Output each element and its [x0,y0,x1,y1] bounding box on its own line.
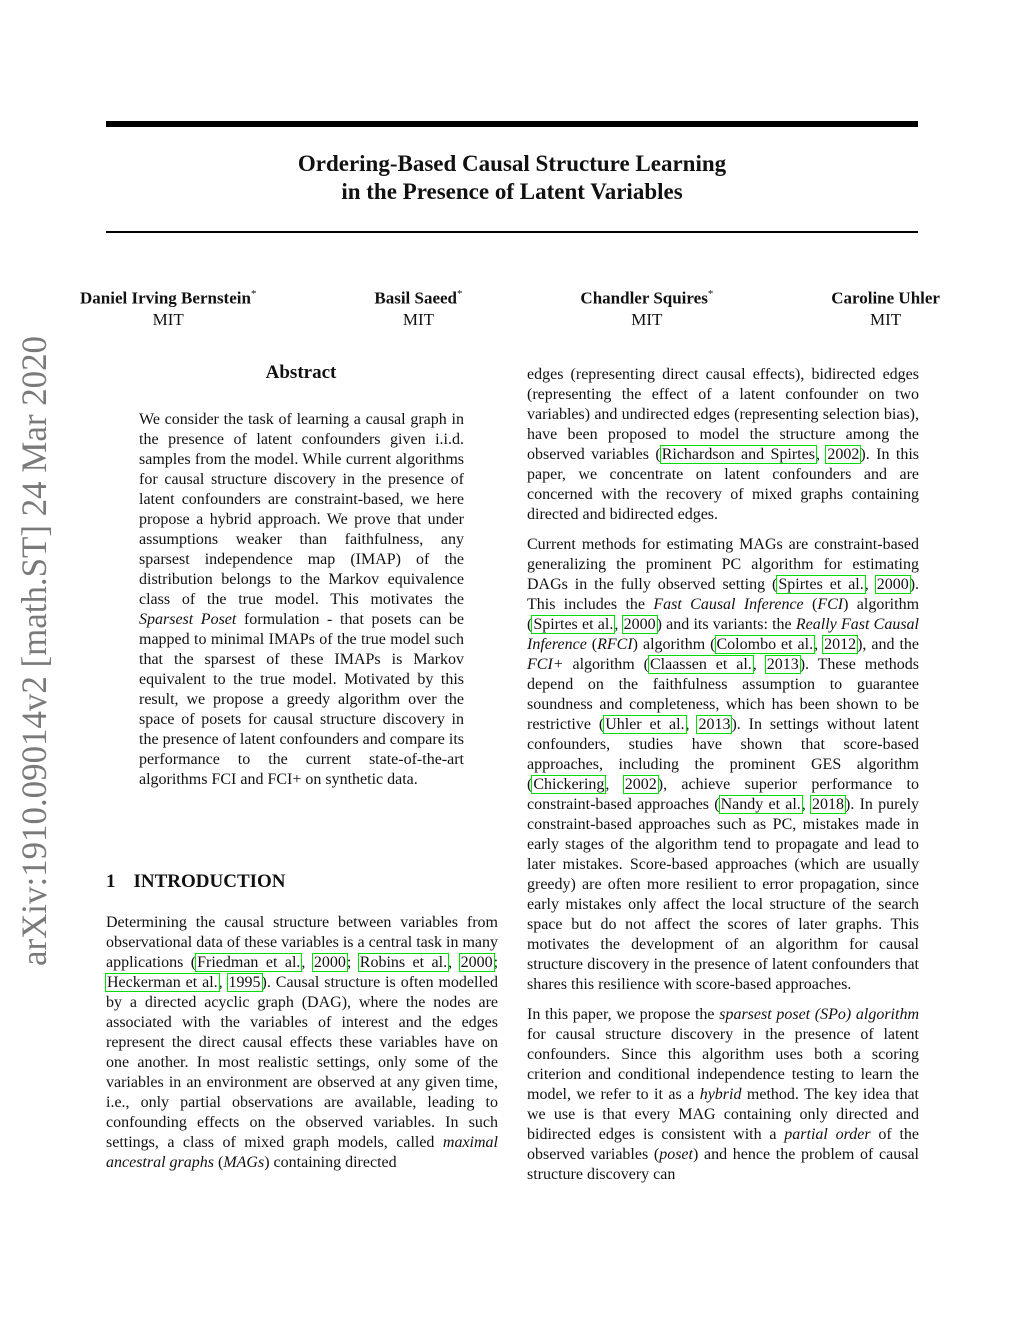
body-text: of the observed variables ( [527,1126,920,1163]
body-emphasis: Really Fast Causal Inference [527,616,920,653]
citation-year: 2000 [313,954,346,971]
paragraph-spo-algorithm [527,1005,919,1185]
abstract-text: formulation - that posets can be mapped to minimal IMAPs of the true model such that the sparsest of these IMAPs is Markov equivalent to the true model. Motivated by this result, we propose a greedy algorithm over the space of posets for causal structure discovery in the presence of latent confounders and compare its performance to the current state-of-the-art algorithms FCI and FCI+ on synthetic data. [139,611,464,788]
citation-link[interactable] [196,954,301,971]
body-text: ), achieve superior performance to constraint-based approaches ( [527,776,920,813]
abstract-heading: Abstract [265,362,337,383]
body-emphasis: hybrid [699,1086,742,1103]
body-text: method. The key idea that we use is that every MAG containing only directed and bidirected edges is consistent with a [527,1086,919,1143]
section-number: 1 [106,871,116,892]
citation-link[interactable] [823,636,857,653]
citation-separator: , [801,796,812,813]
citation-link[interactable] [766,656,800,673]
citation-link[interactable] [811,796,845,813]
citation-link[interactable] [313,954,347,971]
citation-link[interactable] [532,616,614,633]
title-line-1: Ordering-Based Causal Structure Learning [297,151,727,176]
citation-link[interactable] [460,954,494,971]
left-column-text [106,913,498,1173]
author-name: Caroline Uhler [831,288,940,308]
citation-separator: , [752,656,766,673]
body-text: ( [803,596,818,613]
author-affiliation: MIT [870,309,902,329]
citation-year: 2013 [698,716,731,733]
citation-author: Robins et al. [359,954,448,971]
body-text: ). In purely constraint-based approaches such as PC, mistakes made in early stages of the algorithm tend to propagate and lead to later mistakes. Score-based approaches (which are usually greedy) are often more resilient to error propagation, since early mistakes only affect the local structure of the search space but do not affect the scores of later graphs. This motivates the development of an algorithm for causal structure discovery in the presence of latent confounders that shares this resilience with score-based approaches. [527,796,920,993]
author-2 [374,284,462,330]
section-title: INTRODUCTION [133,871,286,892]
body-emphasis: MAGs [223,1154,265,1171]
citation-link[interactable] [359,954,448,971]
body-emphasis: poset [659,1146,693,1163]
citation-link[interactable] [716,636,815,653]
right-column-text [527,365,919,1195]
citation-separator: ; [346,954,359,971]
body-text: ). These methods depend on the faithfulness assumption to guarantee soundness and completeness, which has been shown to be restrictive ( [527,656,920,733]
citation-link[interactable] [604,716,685,733]
citation-separator: , [864,576,876,593]
author-3 [580,284,713,330]
author-mark: * [250,288,257,300]
body-text: ). In this paper, we concentrate on latent confounders and are concerned with the recovery of mixed graphs containing directed and bidirected edges. [527,446,919,523]
citation-link[interactable] [624,776,658,793]
body-text: ) containing directed [264,1154,397,1171]
citation-author: Uhler et al. [605,716,685,733]
body-emphasis: FCI+ [527,656,564,673]
citation-year: 2000 [876,576,909,593]
citation-link[interactable] [876,576,910,593]
citation-link[interactable] [106,974,219,991]
citation-author: Spirtes et al. [778,576,864,593]
body-text: algorithm ( [563,656,649,673]
paper-title [106,150,918,206]
author-name: Daniel Irving Bernstein [80,288,251,308]
citation-author: Richardson and Spirtes [661,446,815,463]
body-text: In this paper, we propose the [527,1006,720,1023]
citation-author: Claassen et al. [649,656,752,673]
citation-link[interactable] [720,796,802,813]
citation-author: Nandy et al. [720,796,801,813]
citation-author: Friedman et al. [197,954,301,971]
citation-author: Colombo et al. [716,636,814,653]
citation-separator: , [814,636,824,653]
citation-year: 2000 [623,616,656,633]
body-text: Determining the causal structure between variables from observational data of these variables is a central task in many applications ( [106,914,498,971]
citation-separator: , [301,954,313,971]
citation-year: 2002 [827,446,860,463]
citation-separator: , [605,776,624,793]
author-1 [80,284,256,330]
section-heading-introduction [106,871,496,893]
body-emphasis: RFCI [597,636,633,653]
body-emphasis: partial order [784,1126,871,1143]
citation-author: Chickering [533,776,605,793]
citation-year: 2000 [460,954,493,971]
citation-separator: , [685,716,698,733]
paragraph-mixed-graphs [527,365,919,525]
title-rule-bottom [106,231,918,233]
body-emphasis: sparsest poset (SPo) algorithm [719,1006,919,1023]
citation-link[interactable] [623,616,657,633]
citation-link[interactable] [777,576,864,593]
paragraph-current-methods [527,535,919,995]
citation-year: 2013 [766,656,799,673]
citation-link[interactable] [661,446,816,463]
arxiv-watermark [12,330,56,970]
title-rule-top [106,121,918,127]
author-name: Basil Saeed [374,288,458,308]
author-affiliation: MIT [152,309,184,329]
abstract-text: We consider the task of learning a causal graph in the presence of latent confounders given i.i.d. samples from the model. While current algorithms for causal structure discovery in the presence of latent confounders are constraint-based, we here propose a hybrid approach. We prove that under assumptions weaker than faithfulness, any sparsest independence map (IMAP) of the distribution belongs to the Markov equivalence class of the true model. This motivates the [139,411,464,608]
author-name: Chandler Squires [580,288,708,308]
citation-link[interactable] [228,974,262,991]
citation-separator: , [448,954,460,971]
author-list [80,284,940,330]
citation-link[interactable] [826,446,860,463]
author-affiliation: MIT [631,309,663,329]
citation-link[interactable] [649,656,753,673]
citation-separator: ; [493,954,499,971]
citation-separator: , [614,616,623,633]
citation-year: 2002 [624,776,657,793]
body-text: ) and hence the problem of causal structure discovery can [527,1146,919,1183]
body-text: ) algorithm ( [527,596,920,633]
body-text: edges (representing direct causal effects), bidirected edges (representing the effect of a latent confounder on two variables) and undirected edges (representing selection bias), have been proposed to model the structure among the observed variables ( [527,366,919,463]
body-text: ), and the [857,636,920,653]
citation-author: Heckerman et al. [107,974,218,991]
body-text: ) and its variants: the [656,616,796,633]
citation-year: 2012 [824,636,857,653]
arxiv-watermark-text: arXiv:1910.09014v2 [math.ST] 24 Mar 2020 [14,330,54,966]
arxiv-watermark-svg [12,330,56,970]
citation-link[interactable] [532,776,605,793]
body-text: for causal structure discovery in the presence of latent confounders. Since this algorithm uses both a scoring criterion and conditional independence testing to learn the model, we refer to it as a [527,1026,919,1103]
author-4 [831,284,940,330]
citation-year: 2018 [812,796,845,813]
title-line-2: in the Presence of Latent Variables [341,179,683,204]
body-text: ). Causal structure is often modelled by a directed acyclic graph (DAG), where the nodes are associated with the variables of interest and the edges represent the direct causal effects these variables have on one another. In most realistic settings, only some of the variables in an environment are observed at any given time, i.e., only partial observations are available, leading to confounding effects on the observed variables. In such settings, a class of mixed graph models, called [106,974,499,1151]
citation-link[interactable] [697,716,731,733]
citation-separator: , [218,974,228,991]
body-text: ). This includes the [527,576,920,613]
citation-year: 1995 [228,974,261,991]
citation-separator: , [815,446,827,463]
body-text: ( [586,636,598,653]
author-mark: * [457,288,463,300]
body-text: Current methods for estimating MAGs are constraint-based generalizing the prominent PC algorithm for estimating DAGs in the fully observed setting ( [527,536,919,593]
body-text: ) algorithm ( [632,636,716,653]
author-mark: * [707,288,714,300]
author-affiliation: MIT [402,309,435,329]
body-text: ). In settings without latent confounders, studies have shown that score-based approaches, including the prominent GES algorithm ( [527,716,920,793]
body-text: ( [214,1154,224,1171]
citation-author: Spirtes et al. [533,616,614,633]
abstract-emphasis: Sparsest Poset [139,611,237,628]
body-emphasis: maximal ancestral graphs [106,1134,498,1171]
body-emphasis: FCI [817,596,844,613]
body-emphasis: Fast Causal Inference [653,596,804,613]
abstract-body [139,410,464,790]
